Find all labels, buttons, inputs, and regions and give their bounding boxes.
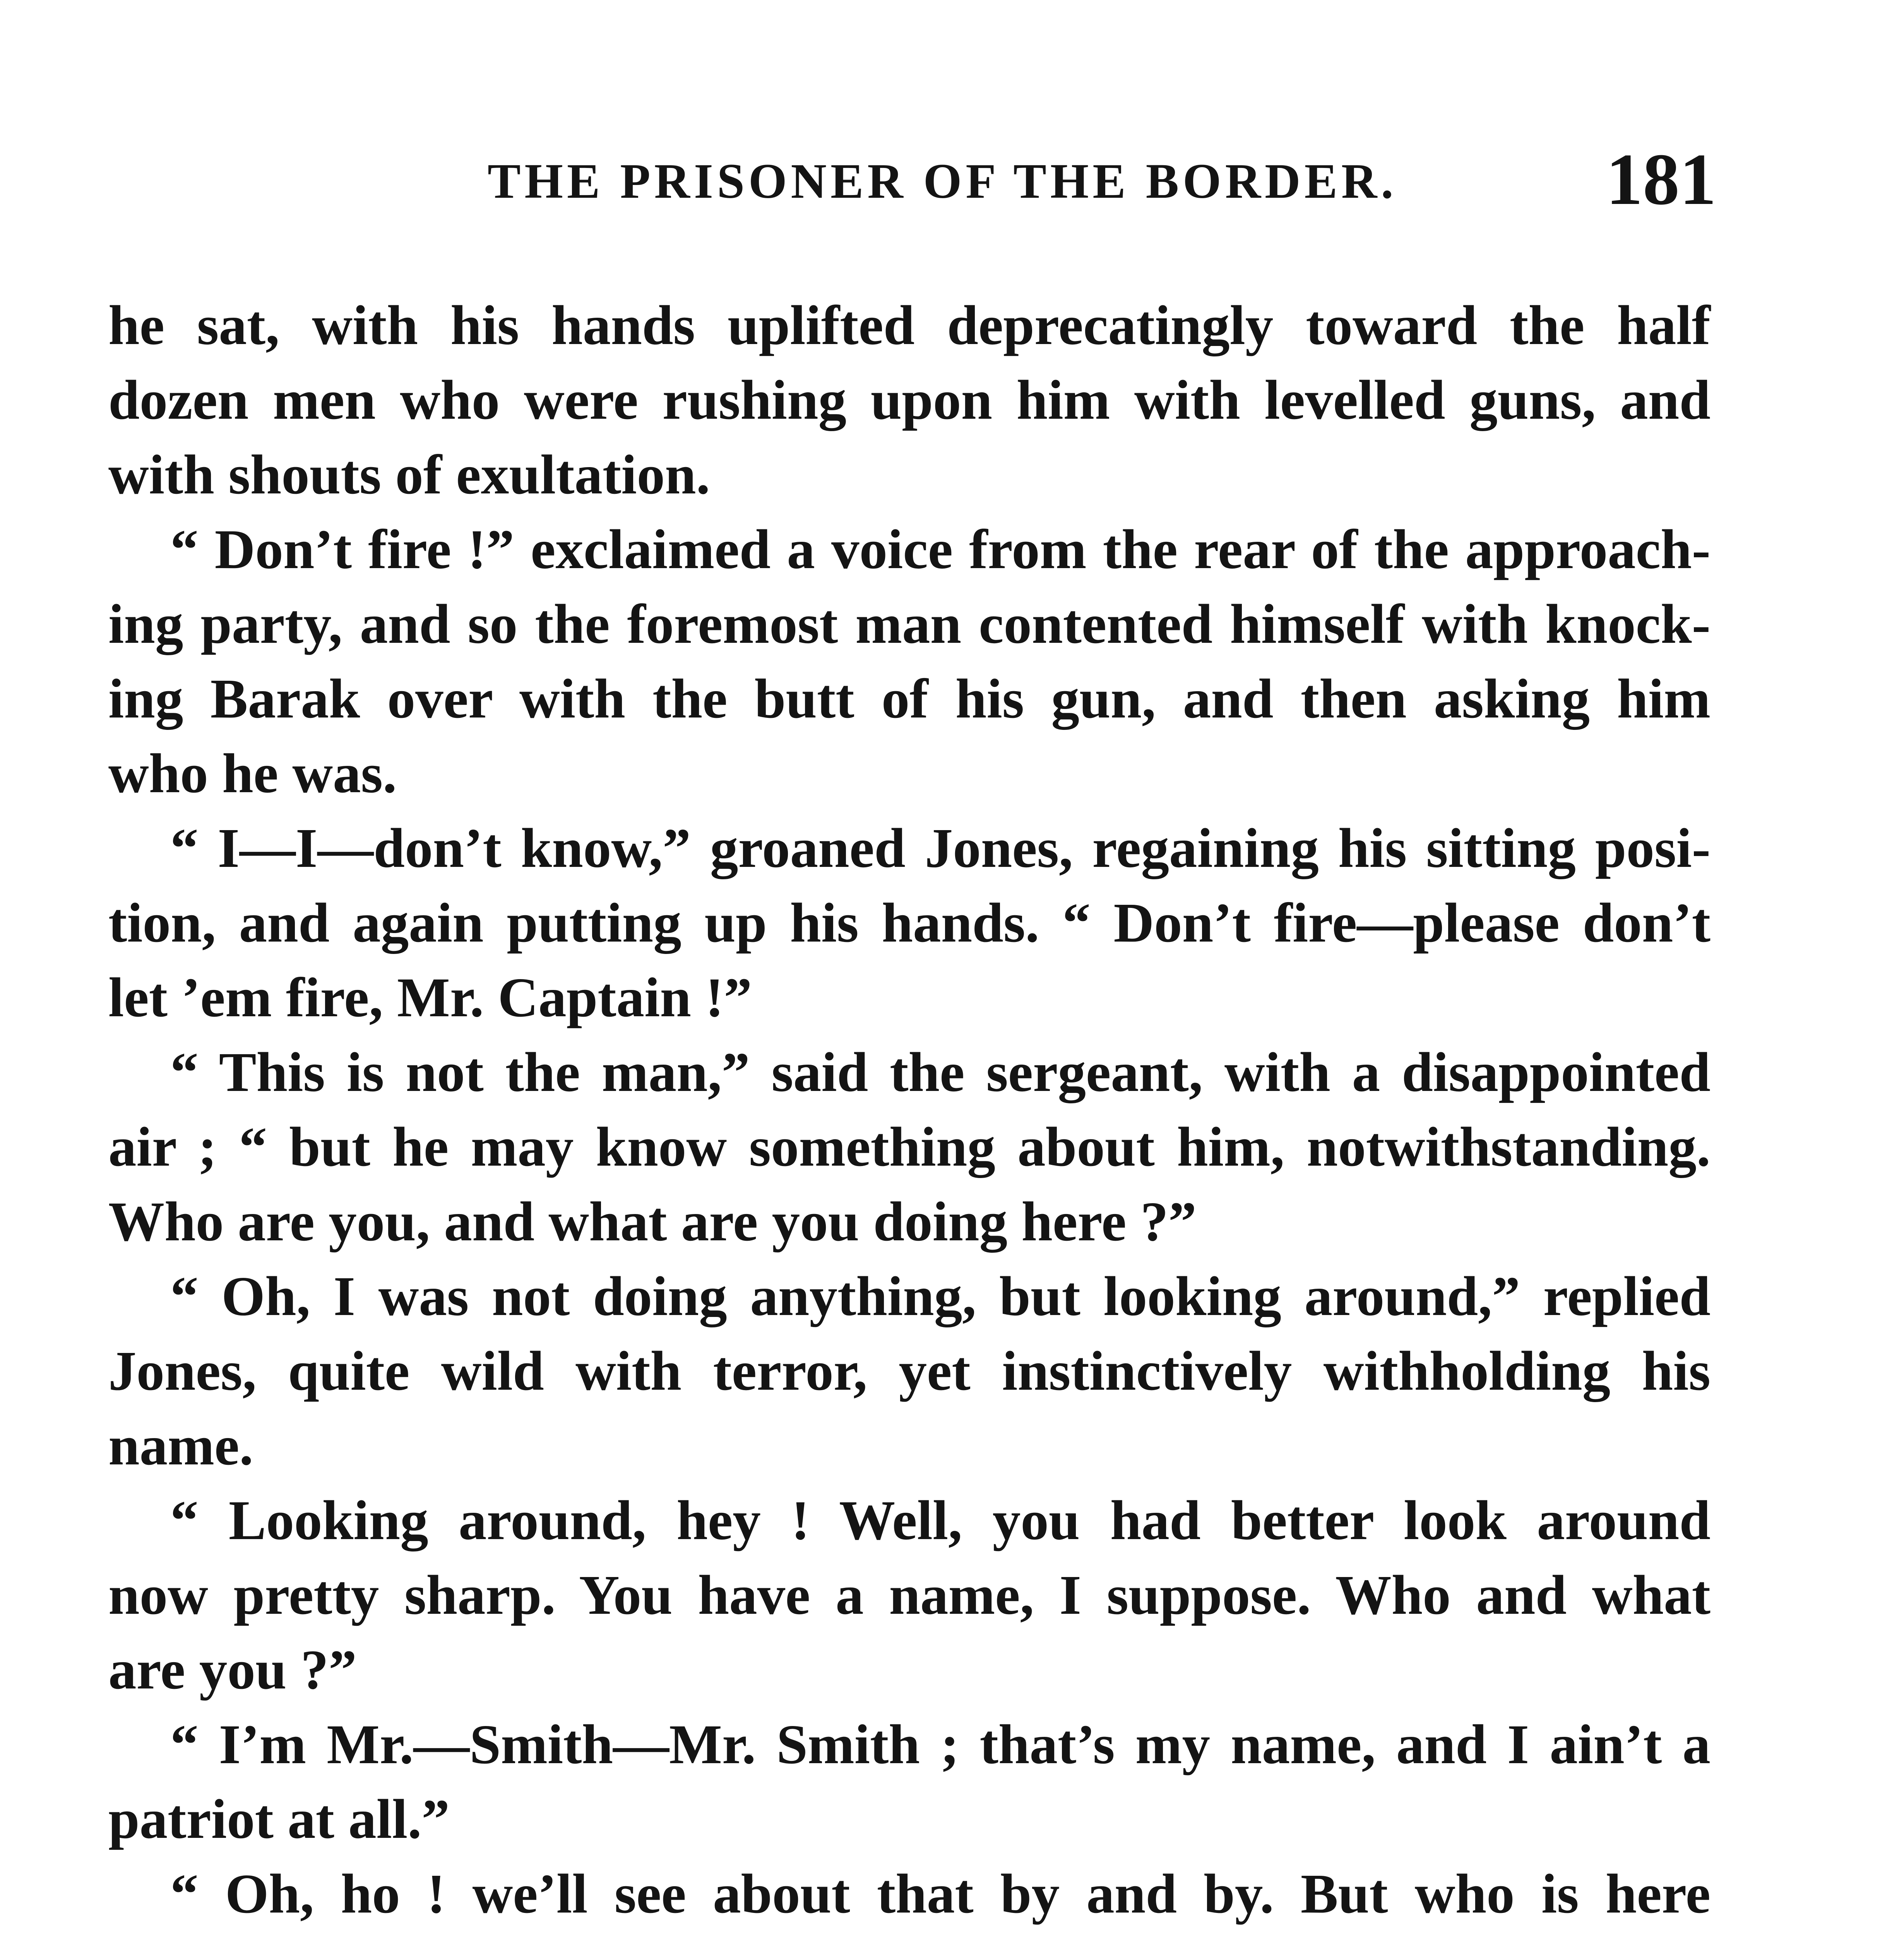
text-line: ing Barak over with the butt of his gun, and then asking him bbox=[108, 668, 1711, 730]
page-number: 181 bbox=[1606, 139, 1716, 220]
text-line: Jones, quite wild with terror, yet instinctively withholding his bbox=[108, 1340, 1711, 1402]
text-line: tion, and again putting up his hands. “ Don’t fire—please don’t bbox=[108, 892, 1711, 954]
text-line: “ Don’t fire !” exclaimed a voice from the rear of the approach- bbox=[170, 519, 1711, 580]
text-line: name. bbox=[108, 1415, 253, 1477]
text-line: dozen men who were rushing upon him with levelled guns, and bbox=[108, 369, 1711, 431]
text-line: “ Oh, ho ! we’ll see about that by and by. But who is here bbox=[170, 1863, 1711, 1925]
running-head-title: THE PRISONER OF THE BORDER. bbox=[488, 154, 1397, 209]
text-line: let ’em fire, Mr. Captain !” bbox=[108, 967, 752, 1029]
text-line: with shouts of exultation. bbox=[108, 444, 710, 506]
text-line: he sat, with his hands uplifted deprecatingly toward the half bbox=[108, 295, 1711, 356]
text-line: “ Oh, I was not doing anything, but looking around,” replied bbox=[170, 1265, 1711, 1327]
text-line: Who are you, and what are you doing here ?” bbox=[108, 1191, 1197, 1253]
text-line: “ Looking around, hey ! Well, you had better look around bbox=[170, 1490, 1711, 1551]
text-line bbox=[108, 1932, 1711, 1935]
text-line: “ I’m Mr.—Smith—Mr. Smith ; that’s my name, and I ain’t a bbox=[170, 1714, 1711, 1776]
text-line: who he was. bbox=[108, 743, 397, 805]
text-line: “ I—I—don’t know,” groaned Jones, regaining his sitting posi- bbox=[170, 817, 1711, 879]
text-line: are you ?” bbox=[108, 1639, 357, 1701]
text-line: ing party, and so the foremost man contented himself with knock- bbox=[108, 593, 1711, 655]
text-line: now pretty sharp. You have a name, I suppose. Who and what bbox=[108, 1564, 1711, 1626]
text-line: patriot at all.” bbox=[108, 1788, 450, 1850]
text-line: air ; “ but he may know something about him, notwithstanding. bbox=[108, 1116, 1711, 1178]
text-line: “ This is not the man,” said the sergeant, with a disappointed bbox=[170, 1041, 1711, 1103]
